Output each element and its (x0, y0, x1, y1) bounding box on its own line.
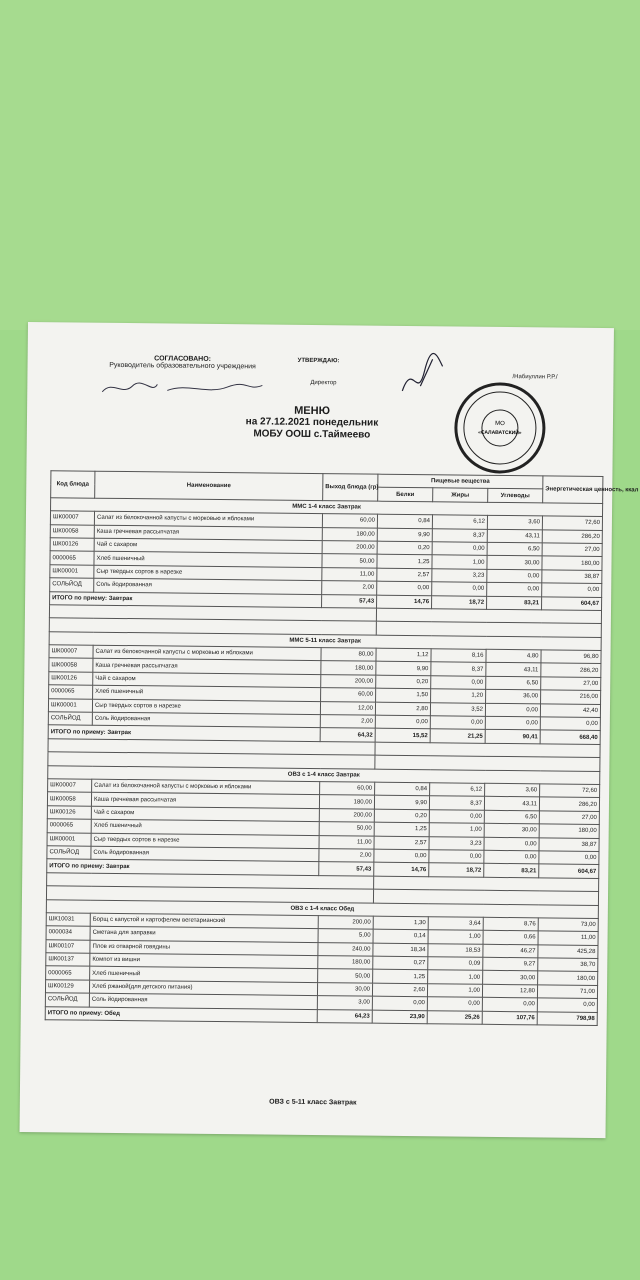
dish-fats: 1,00 (432, 555, 487, 569)
dish-output: 240,00 (318, 942, 373, 956)
dish-energy: 180,00 (542, 556, 602, 570)
dish-energy: 0,00 (539, 851, 599, 865)
total-fats: 25,26 (427, 1010, 482, 1024)
menu-table (45, 470, 639, 1026)
dish-fats: 1,20 (431, 689, 486, 703)
dish-output: 180,00 (319, 795, 374, 809)
dish-carbs: 43,11 (487, 529, 542, 543)
dish-output: 60,00 (321, 688, 376, 702)
dish-proteins: 0,00 (374, 849, 429, 863)
dish-energy: 72,60 (542, 516, 602, 530)
total-fats: 18,72 (429, 863, 484, 877)
menu-table-body (45, 498, 602, 1026)
total-carbs: 83,21 (487, 596, 542, 610)
dish-output: 50,00 (322, 554, 377, 568)
dish-energy: 0,00 (542, 583, 602, 597)
dish-output: 200,00 (318, 915, 373, 929)
total-label: ИТОГО по приему: Завтрак (48, 725, 320, 741)
dish-output: 180,00 (322, 527, 377, 541)
dish-proteins: 0,20 (376, 675, 431, 689)
dish-name: Каша гречневая рассыпчатая (93, 659, 321, 675)
total-carbs: 83,21 (484, 864, 539, 878)
dish-fats: 3,64 (428, 917, 483, 931)
dish-output: 50,00 (319, 822, 374, 836)
dish-carbs: 43,11 (484, 797, 539, 811)
dish-name: Компот из вишни (90, 953, 318, 969)
dish-carbs: 0,00 (485, 716, 540, 730)
dish-proteins: 0,00 (375, 715, 430, 729)
dish-code: 0000065 (49, 685, 93, 699)
dish-proteins: 0,84 (377, 514, 432, 528)
col-energy: Энергетическая ценность, ккал (543, 476, 603, 503)
dish-proteins: 9,90 (374, 796, 429, 810)
dish-name: Салат из белокочанной капусты с морковью и яблоками (92, 779, 320, 795)
total-label: ИТОГО по приему: Обед (45, 1006, 317, 1022)
dish-code: ШК00129 (45, 980, 89, 994)
title-school: МОБУ ООШ с.Таймеево (253, 428, 371, 441)
dish-fats: 8,37 (432, 528, 487, 542)
dish-fats: 0,00 (430, 716, 485, 730)
dish-carbs: 30,00 (484, 823, 539, 837)
total-fats: 18,72 (432, 595, 487, 609)
dish-proteins: 1,50 (376, 688, 431, 702)
total-output: 64,23 (317, 1009, 372, 1023)
total-label: ИТОГО по приему: Завтрак (47, 859, 319, 875)
col-name: Наименование (95, 471, 323, 500)
dish-energy: 286,20 (539, 797, 599, 811)
section-title: ММС 1-4 класс Завтрак (51, 498, 603, 517)
dish-code: ШК00007 (49, 645, 93, 659)
dish-energy: 0,00 (540, 717, 600, 731)
dish-code: 0000065 (46, 966, 90, 980)
dish-carbs: 6,50 (487, 542, 542, 556)
dish-fats: 0,00 (432, 542, 487, 556)
dish-fats: 6,12 (430, 783, 485, 797)
dish-carbs: 0,00 (487, 582, 542, 596)
dish-proteins: 2,57 (377, 568, 432, 582)
dish-proteins: 1,25 (373, 970, 428, 984)
dish-name: Соль йодированная (94, 578, 322, 594)
dish-name: Чай с сахаром (94, 538, 322, 554)
dish-energy: 27,00 (539, 811, 599, 825)
dish-output: 2,00 (322, 581, 377, 595)
school-seal (451, 381, 548, 474)
dish-name: Чай с сахаром (93, 672, 321, 688)
total-energy: 604,67 (539, 864, 599, 878)
dish-carbs: 6,50 (486, 676, 541, 690)
dish-output: 5,00 (318, 929, 373, 943)
total-fats: 21,25 (430, 729, 485, 743)
dish-name: Соль йодированная (89, 993, 317, 1009)
section-title: ОВЗ с 1-4 класс Завтрак (48, 765, 600, 784)
dish-name: Хлеб пшеничный (90, 967, 318, 983)
dish-energy: 72,60 (540, 784, 600, 798)
dish-fats: 3,23 (432, 568, 487, 582)
dish-code: ШК00126 (50, 538, 94, 552)
dish-carbs: 6,50 (484, 810, 539, 824)
dish-code: ШК00137 (46, 953, 90, 967)
dish-energy: 38,87 (539, 837, 599, 851)
dish-proteins: 0,27 (373, 956, 428, 970)
dish-energy: 96,80 (541, 650, 601, 664)
dish-output: 200,00 (322, 541, 377, 555)
dish-carbs: 8,76 (483, 917, 538, 931)
dish-proteins: 1,25 (374, 822, 429, 836)
dish-code: ШК00001 (48, 698, 92, 712)
dish-code: ШК00058 (50, 524, 94, 538)
dish-output: 60,00 (322, 514, 377, 528)
dish-code: ШК00126 (47, 805, 91, 819)
dish-code: ШК00058 (47, 792, 91, 806)
dish-fats: 3,23 (429, 836, 484, 850)
dish-proteins: 1,25 (377, 555, 432, 569)
total-carbs: 90,41 (485, 730, 540, 744)
dish-proteins: 2,57 (374, 836, 429, 850)
col-carbs: Углеводы (488, 489, 543, 503)
section-title: ММС 5-11 класс Завтрак (49, 631, 601, 650)
dish-output: 200,00 (321, 674, 376, 688)
dish-carbs: 0,66 (483, 931, 538, 945)
dish-code: СОЛЬЙОД (50, 578, 94, 592)
dish-fats: 0,00 (427, 997, 482, 1011)
dish-name: Сыр твердых сортов в нарезке (92, 699, 320, 715)
dish-output: 180,00 (321, 661, 376, 675)
dish-energy: 286,20 (541, 663, 601, 677)
dish-carbs: 0,00 (484, 850, 539, 864)
dish-energy: 27,00 (542, 543, 602, 557)
total-output: 57,43 (319, 862, 374, 876)
dish-name: Чай с сахаром (91, 806, 319, 822)
dish-code: ШК00107 (46, 939, 90, 953)
seal-top-text: МО (495, 420, 505, 427)
dish-carbs: 30,00 (483, 971, 538, 985)
dish-carbs: 0,00 (482, 998, 537, 1012)
dish-fats: 3,52 (430, 702, 485, 716)
dish-code: 0000065 (47, 819, 91, 833)
dish-name: Плов из отварной говядины (90, 940, 318, 956)
col-code: Код блюда (51, 471, 95, 498)
total-energy: 604,67 (542, 596, 602, 610)
total-proteins: 14,76 (377, 595, 432, 609)
dish-fats: 0,00 (429, 850, 484, 864)
dish-code: СОЛЬЙОД (45, 993, 89, 1007)
total-output: 64,32 (320, 728, 375, 742)
menu-document (20, 322, 639, 1138)
total-proteins: 15,52 (375, 729, 430, 743)
dish-energy: 27,00 (541, 677, 601, 691)
dish-output: 3,00 (317, 996, 372, 1010)
dish-output: 60,00 (320, 782, 375, 796)
dish-output: 80,00 (321, 648, 376, 662)
dish-name: Салат из белокочанной капусты с морковью и яблоками (94, 511, 322, 527)
dish-proteins: 0,00 (377, 581, 432, 595)
dish-proteins: 0,20 (377, 541, 432, 555)
dish-code: ШК00001 (50, 564, 94, 578)
dish-proteins: 0,84 (375, 782, 430, 796)
total-label: ИТОГО по приему: Завтрак (50, 591, 322, 607)
dish-energy: 73,00 (538, 918, 598, 932)
dish-name: Сыр твердых сортов в нарезке (91, 833, 319, 849)
dish-name: Сметана для заправки (90, 926, 318, 942)
dish-fats: 1,00 (427, 984, 482, 998)
dish-name: Каша гречневая рассыпчатая (91, 793, 319, 809)
menu-title (187, 404, 437, 443)
dish-energy: 180,00 (538, 971, 598, 985)
dish-code: ШК10031 (46, 913, 90, 927)
dish-fats: 0,00 (429, 809, 484, 823)
dish-carbs: 43,11 (486, 663, 541, 677)
dish-fats: 8,37 (431, 662, 486, 676)
dish-name: Хлеб ржаной(для детского питания) (89, 980, 317, 996)
dish-energy: 71,00 (537, 985, 597, 999)
dish-code: 0000065 (50, 551, 94, 565)
dish-carbs: 9,27 (483, 957, 538, 971)
dish-fats: 6,12 (432, 515, 487, 529)
dish-carbs: 0,00 (485, 703, 540, 717)
col-fats: Жиры (433, 488, 488, 502)
dish-output: 2,00 (320, 715, 375, 729)
total-carbs: 107,76 (482, 1011, 537, 1025)
dish-energy: 180,00 (539, 824, 599, 838)
wall-background (0, 0, 640, 330)
dish-name: Сыр твердых сортов в нарезке (94, 565, 322, 581)
dish-output: 30,00 (317, 982, 372, 996)
dish-name: Соль йодированная (92, 712, 320, 728)
section-title: ОВЗ с 1-4 класс Обед (46, 899, 598, 918)
dish-output: 12,00 (320, 701, 375, 715)
dish-energy: 38,87 (542, 570, 602, 584)
dish-carbs: 4,80 (486, 649, 541, 663)
dish-fats: 8,37 (429, 796, 484, 810)
dish-proteins: 0,14 (373, 929, 428, 943)
dish-code: ШК00001 (47, 832, 91, 846)
dish-fats: 0,00 (432, 582, 487, 596)
dish-proteins: 2,60 (372, 983, 427, 997)
dish-name: Соль йодированная (91, 846, 319, 862)
dish-energy: 11,00 (538, 931, 598, 945)
dish-code: ШК00126 (49, 672, 93, 686)
dish-proteins: 9,90 (376, 662, 431, 676)
dish-output: 2,00 (319, 849, 374, 863)
dish-fats: 18,53 (428, 943, 483, 957)
dish-name: Салат из белокочанной капусты с морковью и яблоками (93, 645, 321, 661)
director-signature (392, 351, 453, 407)
dish-energy: 42,40 (540, 704, 600, 718)
total-energy: 668,40 (540, 730, 600, 744)
approval-block (68, 354, 298, 370)
dish-output: 180,00 (318, 956, 373, 970)
dish-name: Борщ с капустой и картофелем вегетарианский (90, 913, 318, 929)
total-output: 57,43 (322, 594, 377, 608)
dish-carbs: 12,80 (482, 984, 537, 998)
total-proteins: 14,76 (374, 862, 429, 876)
dish-fats: 0,09 (428, 957, 483, 971)
col-nutrients: Пищевые вещества (378, 474, 543, 489)
confirm-label: УТВЕРЖДАЮ: (297, 357, 340, 365)
dish-carbs: 0,00 (487, 569, 542, 583)
dish-fats: 1,00 (429, 823, 484, 837)
dish-carbs: 3,60 (487, 515, 542, 529)
seal-text: «САЛАВАТСКИЙ» (478, 429, 522, 437)
dish-name: Хлеб пшеничный (94, 552, 322, 568)
dish-proteins: 2,80 (375, 702, 430, 716)
dish-carbs: 30,00 (487, 556, 542, 570)
dish-name: Каша гречневая рассыпчатая (94, 525, 322, 541)
dish-fats: 8,16 (431, 649, 486, 663)
dish-energy: 286,20 (542, 529, 602, 543)
dish-code: СОЛЬЙОД (48, 712, 92, 726)
title-line1: МЕНЮ (294, 404, 331, 418)
next-section-title: ОВЗ с 5-11 класс Завтрак (269, 1098, 357, 1107)
dish-code: ШК00007 (50, 511, 94, 525)
dish-energy: 216,00 (541, 690, 601, 704)
dish-proteins: 9,90 (377, 528, 432, 542)
dish-fats: 0,00 (431, 676, 486, 690)
title-date: на 27.12.2021 понедельник (245, 416, 379, 429)
dish-carbs: 3,60 (485, 783, 540, 797)
dish-carbs: 46,27 (483, 944, 538, 958)
dish-output: 11,00 (322, 567, 377, 581)
director-label: Директор (310, 379, 337, 387)
dish-proteins: 0,20 (374, 809, 429, 823)
dish-carbs: 0,00 (484, 837, 539, 851)
signature-left (97, 378, 267, 400)
col-proteins: Белки (378, 488, 433, 502)
dish-proteins: 18,34 (373, 943, 428, 957)
col-output: Выход блюда (гр) (323, 474, 378, 501)
dish-output: 11,00 (319, 835, 374, 849)
total-proteins: 23,90 (372, 1010, 427, 1024)
dish-name: Хлеб пшеничный (93, 685, 321, 701)
approved-role: Руководитель образовательного учреждения (109, 361, 256, 371)
dish-fats: 1,00 (428, 970, 483, 984)
dish-output: 200,00 (319, 808, 374, 822)
dish-fats: 1,00 (428, 930, 483, 944)
dish-energy: 38,70 (538, 958, 598, 972)
approved-label: СОГЛАСОВАНО: (154, 355, 212, 363)
dish-energy: 0,00 (537, 998, 597, 1012)
dish-code: 0000034 (46, 926, 90, 940)
dish-proteins: 1,12 (376, 648, 431, 662)
dish-code: ШК00058 (49, 658, 93, 672)
dish-proteins: 1,30 (373, 916, 428, 930)
dish-carbs: 36,00 (486, 690, 541, 704)
dish-proteins: 0,00 (372, 996, 427, 1010)
dish-energy: 425,28 (538, 945, 598, 959)
total-energy: 798,98 (537, 1011, 597, 1025)
dish-code: СОЛЬЙОД (47, 846, 91, 860)
director-name: /Набиуллин Р.Р./ (512, 374, 558, 381)
dish-output: 50,00 (318, 969, 373, 983)
dish-name: Хлеб пшеничный (91, 819, 319, 835)
dish-code: ШК00007 (48, 779, 92, 793)
